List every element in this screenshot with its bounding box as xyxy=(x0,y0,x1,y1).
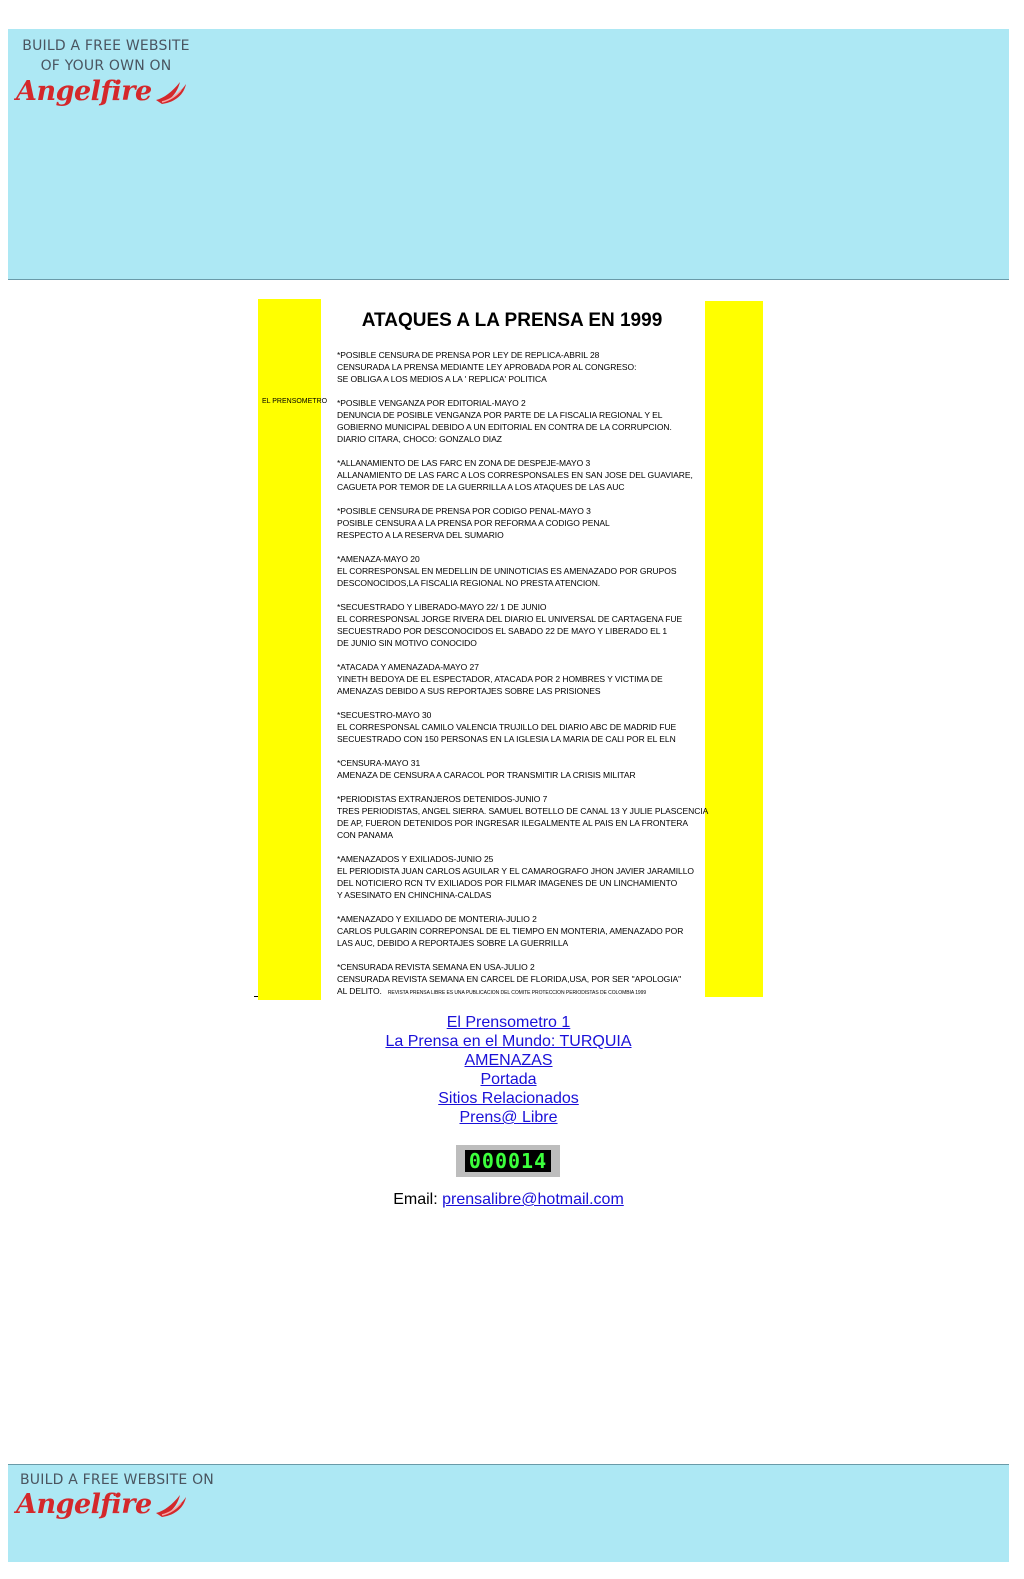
entry-text: EL CORRESPONSAL EN MEDELLIN DE UNINOTICIAS ES AMENAZADO POR GRUPOS xyxy=(337,566,677,576)
angelfire-flame-icon xyxy=(154,1491,188,1519)
list-item xyxy=(337,853,737,901)
entry-text: DENUNCIA DE POSIBLE VENGANZA POR PARTE DE LA FISCALIA REGIONAL Y EL xyxy=(337,410,663,420)
link-prensa-libre[interactable]: Prens@ Libre xyxy=(459,1109,558,1126)
angelfire-logo[interactable] xyxy=(16,76,188,107)
link-prensa-mundo-turquia[interactable]: La Prensa en el Mundo: TURQUIA xyxy=(385,1033,632,1050)
entry-text: CARLOS PULGARIN CORREPONSAL DE EL TIEMPO EN MONTERIA, AMENAZADO POR xyxy=(337,926,684,936)
entry-text-last xyxy=(337,985,737,999)
entry-text-end: AL DELITO. xyxy=(337,986,382,996)
angelfire-banner-bottom[interactable] xyxy=(8,1464,1009,1562)
attack-list xyxy=(337,349,737,1011)
entry-heading: *SECUESTRO-MAYO 30 xyxy=(337,710,432,720)
hit-counter xyxy=(456,1145,560,1177)
entry-text: TRES PERIODISTAS, ANGEL SIERRA. SAMUEL BOTELLO DE CANAL 13 Y JULIE PLASCENCIA xyxy=(337,806,709,816)
entry-text: DE AP, FUERON DETENIDOS POR INGRESAR ILEGALMENTE AL PAIS EN LA FRONTERA xyxy=(337,818,689,828)
entry-text: EL CORRESPONSAL JORGE RIVERA DEL DIARIO EL UNIVERSAL DE CARTAGENA FUE xyxy=(337,614,683,624)
link-portada[interactable]: Portada xyxy=(480,1071,537,1088)
list-item xyxy=(337,961,737,999)
entry-text: DESCONOCIDOS,LA FISCALIA REGIONAL NO PRESTA ATENCION. xyxy=(337,578,601,588)
list-item xyxy=(337,349,737,385)
list-item xyxy=(337,793,737,841)
page-title: ATAQUES A LA PRENSA EN 1999 xyxy=(361,310,663,331)
entry-text: RESPECTO A LA RESERVA DEL SUMARIO xyxy=(337,530,504,540)
entry-text: ALLANAMIENTO DE LAS FARC A LOS CORRESPONSALES EN SAN JOSE DEL GUAVIARE, xyxy=(337,470,693,480)
list-item xyxy=(337,913,737,949)
email-line xyxy=(0,1190,1017,1210)
entry-text: AMENAZA DE CENSURA A CARACOL POR TRANSMITIR LA CRISIS MILITAR xyxy=(337,770,636,780)
banner-line-1: BUILD A FREE WEBSITE xyxy=(22,38,190,54)
email-label: Email: xyxy=(393,1191,438,1208)
entry-text: Y ASESINATO EN CHINCHINA-CALDAS xyxy=(337,890,492,900)
entry-text: SE OBLIGA A LOS MEDIOS A LA ' REPLICA' POLITICA xyxy=(337,374,547,384)
entry-text: AMENAZAS DEBIDO A SUS REPORTAJES SOBRE LAS PRISIONES xyxy=(337,686,601,696)
entry-text: DEL NOTICIERO RCN TV EXILIADOS POR FILMAR IMAGENES DE UN LINCHAMIENTO xyxy=(337,878,678,888)
entry-text: GOBIERNO MUNICIPAL DEBIDO A UN EDITORIAL EN CONTRA DE LA CORRUPCION. xyxy=(337,422,672,432)
nav-links xyxy=(0,1013,1017,1127)
entry-text: SECUESTRADO POR DESCONOCIDOS EL SABADO 22 DE MAYO Y LIBERADO EL 1 xyxy=(337,626,668,636)
list-item xyxy=(337,553,737,589)
list-item xyxy=(337,397,737,445)
entry-text: SECUESTRADO CON 150 PERSONAS EN LA IGLESIA LA MARIA DE CALI POR EL ELN xyxy=(337,734,676,744)
angelfire-banner-top[interactable] xyxy=(8,29,1009,280)
entry-text: CAGUETA POR TEMOR DE LA GUERRILLA A LOS ATAQUES DE LAS AUC xyxy=(337,482,625,492)
entry-text: DIARIO CITARA, CHOCO: GONZALO DIAZ xyxy=(337,434,502,444)
entry-heading: *AMENAZADOS Y EXILIADOS-JUNIO 25 xyxy=(337,854,494,864)
entry-text: YINETH BEDOYA DE EL ESPECTADOR, ATACADA POR 2 HOMBRES Y VICTIMA DE xyxy=(337,674,663,684)
divider-mark xyxy=(254,996,258,997)
banner-bottom-line-1: BUILD A FREE WEBSITE ON xyxy=(20,1472,214,1488)
angelfire-flame-icon xyxy=(154,78,188,106)
entry-text: CENSURADA LA PRENSA MEDIANTE LEY APROBADA POR AL CONGRESO: xyxy=(337,362,637,372)
entry-text: POSIBLE CENSURA A LA PRENSA POR REFORMA A CODIGO PENAL xyxy=(337,518,610,528)
list-item xyxy=(337,709,737,745)
link-amenazas[interactable]: AMENAZAS xyxy=(464,1052,553,1069)
entry-heading: *POSIBLE CENSURA DE PRENSA POR CODIGO PENAL-MAYO 3 xyxy=(337,506,591,516)
angelfire-logo-text: Angelfire xyxy=(16,1489,152,1520)
entry-heading: *AMENAZADO Y EXILIADO DE MONTERIA-JULIO 2 xyxy=(337,914,537,924)
entry-heading: *PERIODISTAS EXTRANJEROS DETENIDOS-JUNIO 7 xyxy=(337,794,548,804)
entry-heading: *SECUESTRADO Y LIBERADO-MAYO 22/ 1 DE JUNIO xyxy=(337,602,547,612)
list-item xyxy=(337,505,737,541)
publication-footnote: REVISTA PRENSA LIBRE ES UNA PUBLICACION DEL COMITE PROTECCION PERIODISTAS DE COLOMBIA 1999 xyxy=(387,990,647,996)
angelfire-logo-text: Angelfire xyxy=(16,76,152,107)
entry-heading: *CENSURA-MAYO 31 xyxy=(337,758,421,768)
link-sitios-relacionados[interactable]: Sitios Relacionados xyxy=(438,1090,579,1107)
list-item xyxy=(337,601,737,649)
entry-heading: *ALLANAMIENTO DE LAS FARC EN ZONA DE DESPEJE-MAYO 3 xyxy=(337,458,591,468)
entry-text: CENSURADA REVISTA SEMANA EN CARCEL DE FLORIDA,USA, POR SER "APOLOGIA" xyxy=(337,974,682,984)
entry-text: DE JUNIO SIN MOTIVO CONOCIDO xyxy=(337,638,477,648)
banner-line-2: OF YOUR OWN ON xyxy=(40,58,172,74)
list-item xyxy=(337,457,737,493)
angelfire-logo-bottom[interactable] xyxy=(16,1489,188,1520)
link-prensometro-1[interactable]: El Prensometro 1 xyxy=(446,1014,571,1031)
email-link[interactable]: prensalibre@hotmail.com xyxy=(442,1191,624,1208)
sidebar-label: EL PRENSOMETRO xyxy=(262,398,328,405)
entry-text: CON PANAMA xyxy=(337,830,394,840)
list-item xyxy=(337,661,737,697)
entry-heading: *ATACADA Y AMENAZADA-MAYO 27 xyxy=(337,662,479,672)
entry-text: EL PERIODISTA JUAN CARLOS AGUILAR Y EL CAMAROGRAFO JHON JAVIER JARAMILLO xyxy=(337,866,694,876)
entry-text: EL CORRESPONSAL CAMILO VALENCIA TRUJILLO DEL DIARIO ABC DE MADRID FUE xyxy=(337,722,677,732)
entry-text: LAS AUC, DEBIDO A REPORTAJES SOBRE LA GUERRILLA xyxy=(337,938,569,948)
entry-heading: *CENSURADA REVISTA SEMANA EN USA-JULIO 2 xyxy=(337,962,535,972)
hit-counter-digits: 000014 xyxy=(465,1150,551,1172)
entry-heading: *AMENAZA-MAYO 20 xyxy=(337,554,420,564)
entry-heading: *POSIBLE CENSURA DE PRENSA POR LEY DE REPLICA-ABRIL 28 xyxy=(337,350,600,360)
list-item xyxy=(337,757,737,781)
entry-heading: *POSIBLE VENGANZA POR EDITORIAL-MAYO 2 xyxy=(337,398,526,408)
